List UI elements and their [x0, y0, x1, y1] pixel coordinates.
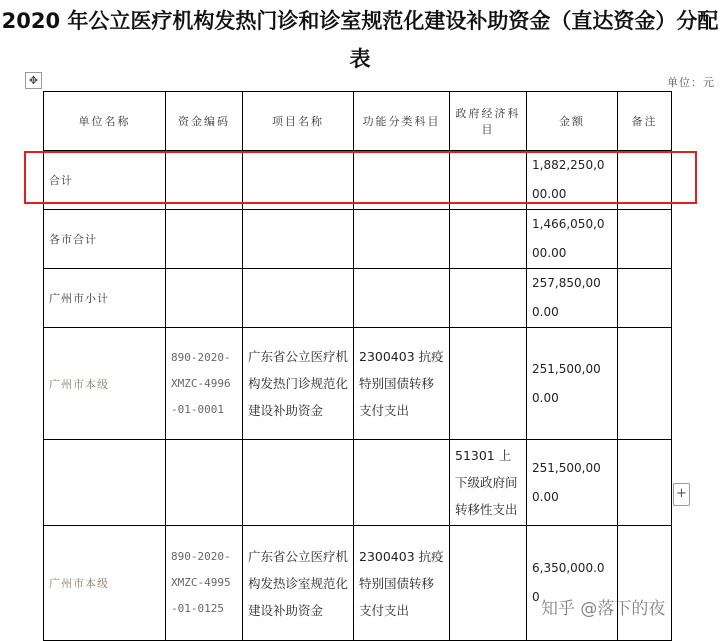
page-title: 2020 年公立医疗机构发热门诊和诊室规范化建设补助资金（直达资金）分配表 — [1, 9, 719, 71]
table-row — [44, 526, 672, 641]
unit-label: 单位：元 — [667, 76, 715, 89]
header-cell: 金额 — [527, 92, 618, 151]
amount-cell: 1,882,250,000.00 — [527, 151, 618, 210]
watermark: 知乎 @落下的夜 — [541, 599, 666, 619]
func-cell — [354, 210, 450, 269]
amount-cell: 257,850,000.00 — [527, 269, 618, 328]
code-cell: 890-2020-XMZC-4996-01-0001 — [166, 328, 243, 440]
header-cell: 政府经济科目 — [450, 92, 527, 151]
project-cell: 广东省公立医疗机构发热诊室规范化建设补助资金 — [243, 526, 354, 641]
project-cell — [243, 440, 354, 526]
header-cell: 单位名称 — [44, 92, 166, 151]
table-row — [44, 269, 672, 328]
code-cell: 890-2020-XMZC-4995-01-0125 — [166, 526, 243, 641]
table-header-row — [44, 92, 672, 151]
note-cell — [618, 328, 672, 440]
highlight-box — [24, 151, 697, 204]
note-cell — [618, 269, 672, 328]
project-cell — [243, 210, 354, 269]
table-row — [44, 440, 672, 526]
econ-cell — [450, 269, 527, 328]
note-cell — [618, 440, 672, 526]
header-cell: 资金编码 — [166, 92, 243, 151]
header-cell: 功能分类科目 — [354, 92, 450, 151]
econ-cell — [450, 328, 527, 440]
amount-cell: 6,350,000.00 — [527, 526, 618, 641]
func-cell — [354, 269, 450, 328]
unit-cell: 各市合计 — [44, 210, 166, 269]
econ-cell — [450, 210, 527, 269]
plus-icon[interactable]: + — [673, 483, 690, 506]
unit-cell: 广州市本级 — [44, 328, 166, 440]
note-cell — [618, 526, 672, 641]
amount-cell: 1,466,050,000.00 — [527, 210, 618, 269]
unit-cell: 广州市本级 — [44, 526, 166, 641]
unit-cell: 广州市小计 — [44, 269, 166, 328]
econ-cell: 51301 上下级政府间转移性支出 — [450, 440, 527, 526]
unit-cell — [44, 440, 166, 526]
project-cell: 广东省公立医疗机构发热门诊规范化建设补助资金 — [243, 328, 354, 440]
header-cell: 项目名称 — [243, 92, 354, 151]
note-cell — [618, 210, 672, 269]
code-cell — [166, 440, 243, 526]
header-cell: 备注 — [618, 92, 672, 151]
amount-cell: 251,500,000.00 — [527, 328, 618, 440]
amount-cell: 251,500,000.00 — [527, 440, 618, 526]
table-row — [44, 210, 672, 269]
move-handle-icon[interactable]: ✥ — [25, 72, 42, 89]
code-cell — [166, 269, 243, 328]
econ-cell — [450, 526, 527, 641]
func-cell: 2300403 抗疫特别国债转移支付支出 — [354, 328, 450, 440]
table-row — [44, 328, 672, 440]
code-cell — [166, 210, 243, 269]
project-cell — [243, 269, 354, 328]
unit-cell: 合计 — [44, 151, 166, 210]
func-cell: 2300403 抗疫特别国债转移支付支出 — [354, 526, 450, 641]
func-cell — [354, 440, 450, 526]
